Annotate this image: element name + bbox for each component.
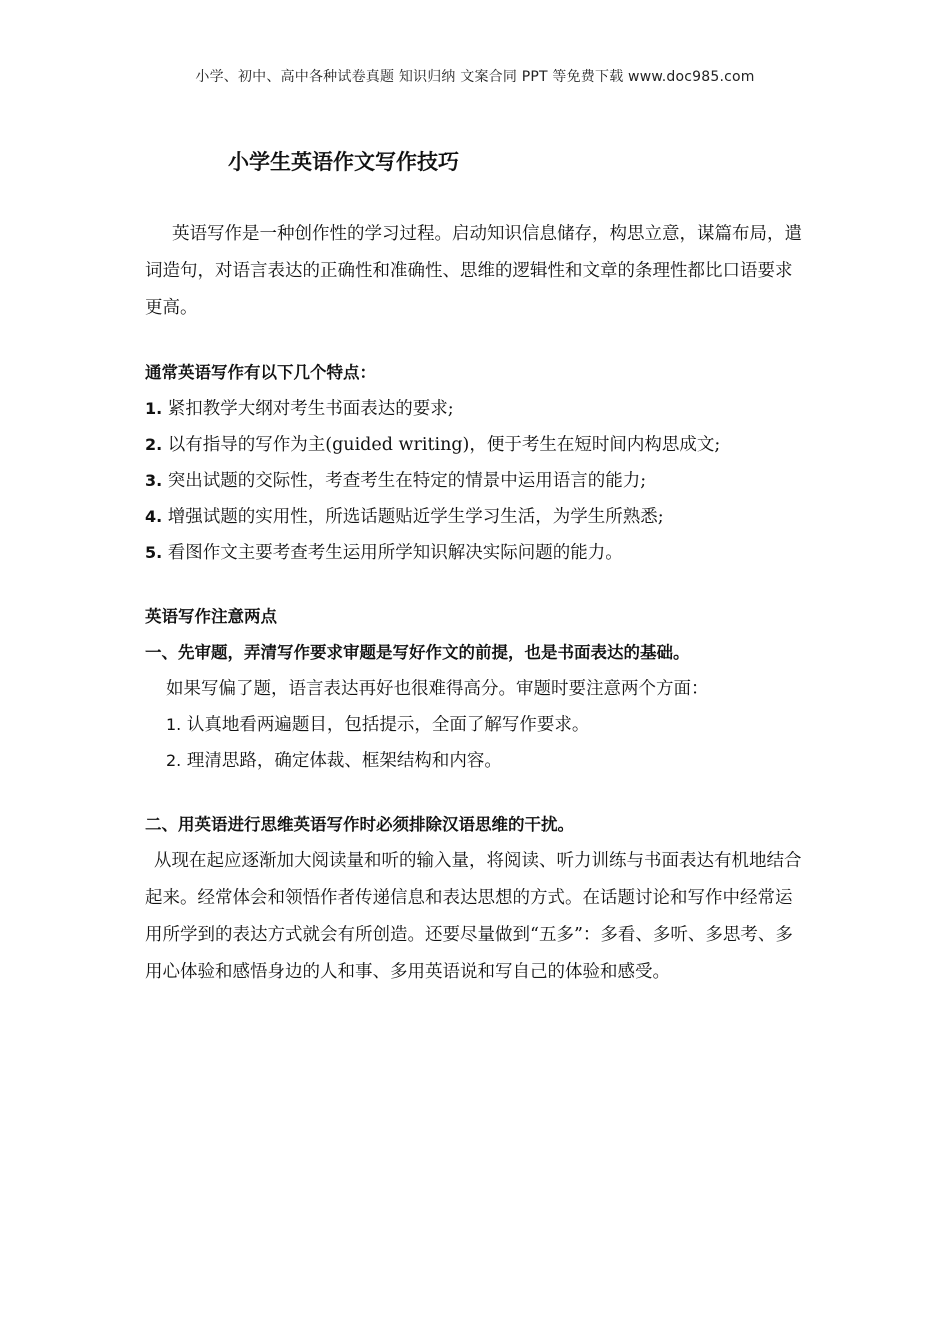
feature-number: 3. <box>145 471 163 490</box>
feature-number: 5. <box>145 543 163 562</box>
subitem-number: 2. <box>166 751 182 770</box>
spacer <box>145 571 809 599</box>
feature-item <box>145 463 809 499</box>
point1-heading: 一、先审题，弄清写作要求审题是写好作文的前提，也是书面表达的基础。 <box>145 643 690 662</box>
features-heading: 通常英语写作有以下几个特点： <box>145 363 376 382</box>
spacer <box>145 779 809 807</box>
feature-item <box>145 391 809 427</box>
subitem-text: 认真地看两遍题目，包括提示，全面了解写作要求。 <box>181 715 590 735</box>
intro-paragraph: 英语写作是一种创作性的学习过程。启动知识信息储存，构思立意，谋篇布局，遣词造句，对语言表达的正确性和准确性、思维的逻辑性和文章的条理性都比口语要求更高。 <box>145 224 802 318</box>
feature-text: 增强试题的实用性，所选话题贴近学生学习生活，为学生所熟悉; <box>162 507 664 527</box>
point2-heading: 二、用英语进行思维英语写作时必须排除汉语思维的干扰。 <box>145 815 574 834</box>
subitem-number: 1. <box>166 715 182 734</box>
subitem-text: 理清思路，确定体裁、框架结构和内容。 <box>181 751 502 771</box>
page-header: 小学、初中、高中各种试卷真题 知识归纳 文案合同 PPT 等免费下载 www.doc985.com <box>195 69 755 85</box>
feature-text: 看图作文主要考查考生运用所学知识解决实际问题的能力。 <box>162 543 623 563</box>
feature-number: 4. <box>145 507 163 526</box>
feature-item <box>145 427 809 463</box>
feature-text: 以有指导的写作为主(guided writing)，便于考生在短时间内构思成文; <box>162 435 721 455</box>
point1-subitem <box>145 707 809 743</box>
notes-heading: 英语写作注意两点 <box>145 607 277 626</box>
spacer <box>145 327 809 355</box>
feature-number: 1. <box>145 399 163 418</box>
document-body <box>145 216 809 991</box>
feature-item <box>145 499 809 535</box>
document-title: 小学生英语作文写作技巧 <box>228 150 459 174</box>
feature-number: 2. <box>145 435 163 454</box>
feature-item <box>145 535 809 571</box>
feature-text: 突出试题的交际性，考查考生在特定的情景中运用语言的能力; <box>162 471 647 491</box>
point1-text: 如果写偏了题，语言表达再好也很难得高分。审题时要注意两个方面： <box>166 679 709 699</box>
point1-subitem <box>145 743 809 779</box>
point2-text: 从现在起应逐渐加大阅读量和听的输入量，将阅读、听力训练与书面表达有机地结合起来。经常体会和领悟作者传递信息和表达思想的方式。在话题讨论和写作中经常运用所学到的表达方式就会有所创造。还要尽量做到“五多”：多看、多听、多思考、多用心体验和感悟身边的人和事、多用英语说和写自己的体验和感受。 <box>145 851 802 982</box>
feature-text: 紧扣教学大纲对考生书面表达的要求; <box>162 399 454 419</box>
